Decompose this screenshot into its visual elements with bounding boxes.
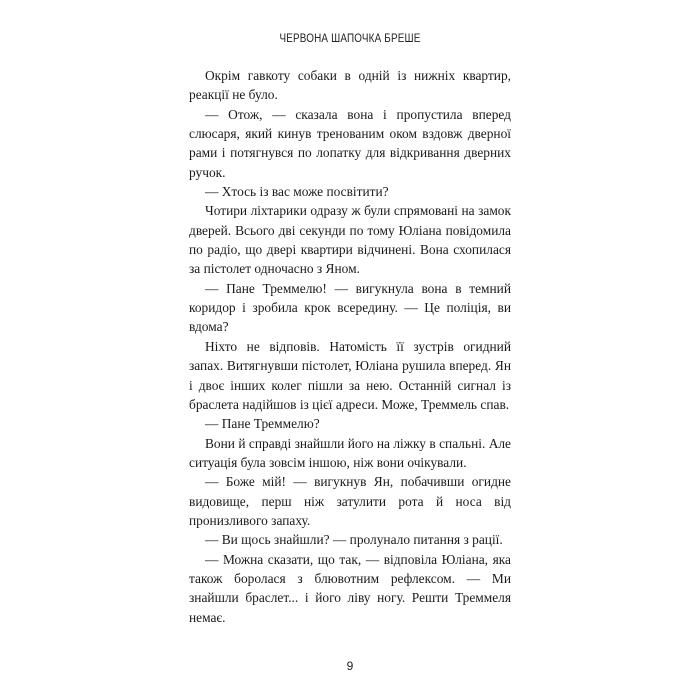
paragraph: Чотири ліхтарики одразу ж були спрямовані на замок дверей. Всього дві секунди по тому Юліана повідомила по радіо, що двері квартири відчинені. Вона схопилася за пістолет одночасно з Яном. bbox=[189, 203, 511, 277]
paragraph: — Отож, — сказала вона і пропустила вперед слюсаря, який кинув тренованим оком вздовж дверної рами і потягнувся по лопатку для відкривання дверних ручок. bbox=[189, 106, 511, 180]
paragraph: — Ви щось знайшли? — пролунало питання з рації. bbox=[205, 532, 503, 548]
running-head: ЧЕРВОНА ШАПОЧКА БРЕШЕ bbox=[279, 33, 421, 45]
paragraph: — Пане Треммелю? bbox=[205, 416, 320, 432]
paragraph: Ніхто не відповів. Натомість її зустрів огидний запах. Витягнувши пістолет, Юліана рушила вперед. Ян і двоє інших колег пішли за нею. Останній сигнал із браслета надійшов із цієї адреси. Може, Треммель спав. bbox=[189, 338, 511, 412]
paragraph: Вони й справді знайшли його на ліжку в спальні. Але ситуація була зовсім іншою, ніж вони очікували. bbox=[189, 435, 511, 470]
paragraph: — Можна сказати, що так, — відповіла Юліана, яка також боролася з блювотним рефлексом. — Ми знайшли браслет... і його ліву ногу. Решти Треммеля немає. bbox=[189, 551, 511, 625]
paragraph: Окрім гавкоту собаки в одній із нижніх квартир, реакції не було. bbox=[189, 68, 511, 103]
body-text bbox=[189, 66, 511, 627]
page-number: 9 bbox=[346, 659, 354, 673]
paragraph: — Пане Треммелю! — вигукнула вона в темний коридор і зробила крок всередину. — Це поліція, ви вдома? bbox=[189, 280, 511, 335]
paragraph: — Хтось із вас може посвітити? bbox=[205, 184, 389, 200]
paragraph: — Боже мій! — вигукнув Ян, побачивши огидне видовище, перш ніж затулити рота й носа від пронизливого запаху. bbox=[189, 474, 511, 528]
